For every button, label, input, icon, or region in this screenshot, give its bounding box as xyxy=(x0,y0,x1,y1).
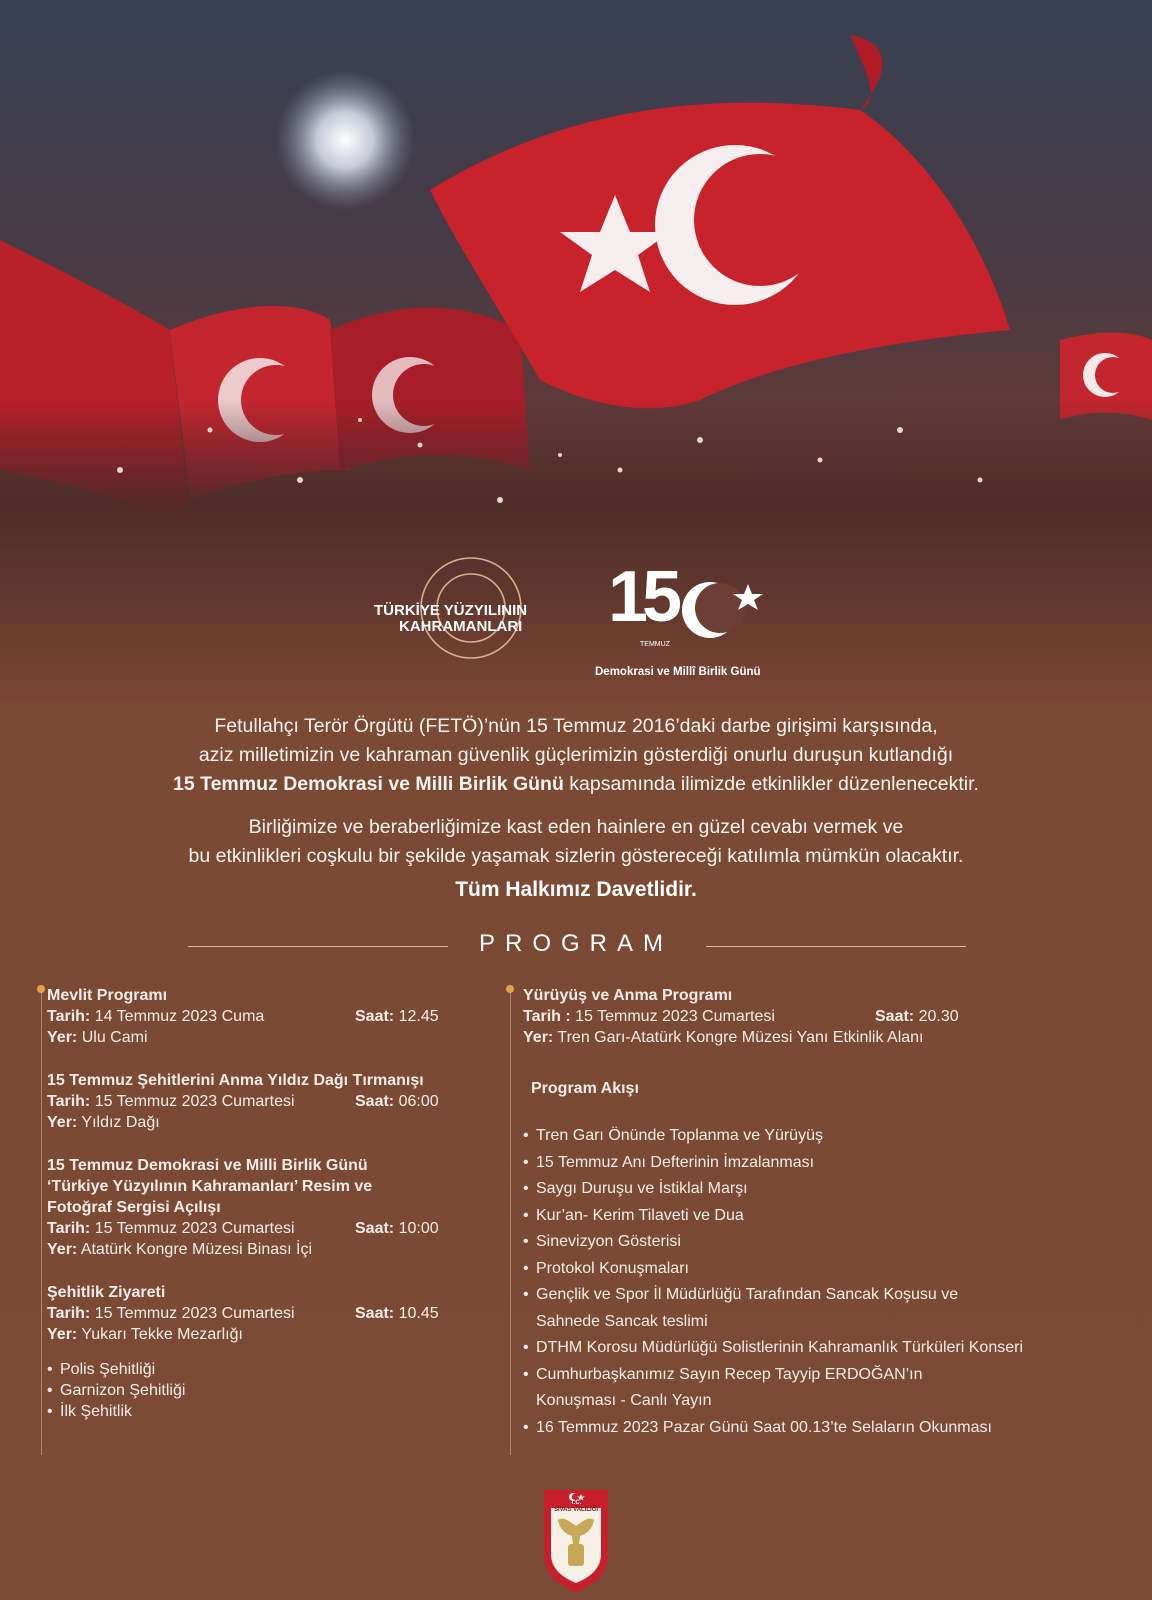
event-date: 15 Temmuz 2023 Cumartesi xyxy=(94,1305,295,1322)
intro-bold-title: 15 Temmuz Demokrasi ve Milli Birlik Günü xyxy=(173,773,564,795)
left-column-dot xyxy=(37,985,45,993)
event-title: Yürüyüş ve Anma Programı xyxy=(523,987,733,1004)
flow-title: Program Akışı xyxy=(531,1080,639,1097)
flow-item: • Saygı Duruşu ve İstiklal Marşı xyxy=(523,1176,1123,1203)
program-title: PROGRAM xyxy=(478,930,673,957)
event-date-row xyxy=(47,1006,487,1027)
place-label: Yer: xyxy=(47,1326,78,1343)
event-place-row xyxy=(47,1239,487,1260)
event-date: 15 Temmuz 2023 Cumartesi xyxy=(94,1220,295,1237)
place-label: Yer: xyxy=(523,1029,554,1046)
divider-right xyxy=(706,946,966,947)
event-block xyxy=(47,1282,487,1345)
time-label: Saat: xyxy=(355,1093,395,1110)
flow-item: • Cumhurbaşkanımız Sayın Recep Tayyip ERDOĞAN’ın xyxy=(523,1362,1123,1389)
left-logo-line1: TÜRKİYE YÜZYILININ xyxy=(374,602,528,619)
date-label: Tarih: xyxy=(47,1305,91,1322)
flow-item: • 16 Temmuz 2023 Pazar Günü Saat 00.13’te Selaların Okunması xyxy=(523,1415,1123,1442)
date-label: Tarih: xyxy=(47,1220,91,1237)
date-label: Tarih: xyxy=(47,1008,91,1025)
15-temmuz-number: 15 xyxy=(608,557,677,637)
event-time: 12.45 xyxy=(398,1008,439,1025)
event-place-row xyxy=(47,1324,487,1345)
cemetery-item: • Polis Şehitliği xyxy=(47,1359,487,1380)
flow-item: • Sinevizyon Gösterisi xyxy=(523,1229,1123,1256)
intro-p2-line2: bu etkinlikleri coşkulu bir şekilde yaşamak sizlerin göstereceği katılımla mümkün olacaktır. xyxy=(188,845,964,867)
time-label: Saat: xyxy=(875,1008,915,1025)
intro-text xyxy=(40,712,1112,871)
left-logo-line2: KAHRAMANLARI xyxy=(399,618,523,635)
event-block xyxy=(523,985,1123,1048)
event-place-row xyxy=(47,1027,487,1048)
time-label: Saat: xyxy=(355,1008,395,1025)
time-label: Saat: xyxy=(355,1220,395,1237)
hero-flags-image xyxy=(0,0,1152,700)
date-label: Tarih: xyxy=(47,1093,91,1110)
event-place: Yukarı Tekke Mezarlığı xyxy=(81,1326,243,1343)
event-place: Ulu Cami xyxy=(81,1029,148,1046)
right-column xyxy=(523,985,1123,1441)
moon-light xyxy=(275,70,415,210)
event-place: Tren Garı-Atatürk Kongre Müzesi Yanı Etkinlik Alanı xyxy=(557,1029,924,1046)
event-date: 14 Temmuz 2023 Cuma xyxy=(94,1008,265,1025)
event-place-row xyxy=(523,1027,1123,1048)
seal-line1: T.C. xyxy=(570,1500,582,1506)
event-title: 15 Temmuz Demokrasi ve Milli Birlik Günü xyxy=(47,1157,368,1174)
place-label: Yer: xyxy=(47,1241,78,1258)
event-block xyxy=(47,985,487,1048)
intro-p1-line3-rest: kapsamında ilimizde etkinlikler düzenlenecektir. xyxy=(563,773,979,795)
intro-p1-line2: aziz milletimizin ve kahraman güvenlik güçlerimizin gösterdiği onurlu duruşun kutlandığı xyxy=(198,744,954,766)
event-date-row xyxy=(47,1303,487,1324)
flow-item: Sahnede Sancak teslimi xyxy=(536,1312,708,1330)
15-temmuz-caption: Demokrasi ve Millî Birlik Günü xyxy=(595,666,761,678)
event-time: 10:00 xyxy=(398,1220,439,1237)
flow-item: • DTHM Korosu Müdürlüğü Solistlerinin Kahramanlık Türküleri Konseri xyxy=(523,1335,1123,1362)
event-date: 15 Temmuz 2023 Cumartesi xyxy=(94,1093,295,1110)
cemetery-list xyxy=(47,1359,487,1422)
intro-p2-line1: Birliğimize ve beraberliğimize kast eden hainlere en güzel cevabı vermek ve xyxy=(248,816,904,838)
place-label: Yer: xyxy=(47,1029,78,1046)
event-date-row xyxy=(47,1218,487,1239)
intro-p1-line3 xyxy=(40,770,1112,799)
event-title: Fotoğraf Sergisi Açılışı xyxy=(47,1199,221,1216)
event-place-row xyxy=(47,1112,487,1133)
right-column-line xyxy=(510,985,511,1455)
event-title: 15 Temmuz Şehitlerini Anma Yıldız Dağı Tırmanışı xyxy=(47,1072,424,1089)
crowd-shadow xyxy=(0,400,1152,700)
15-temmuz-small: TEMMUZ xyxy=(640,641,670,648)
event-place: Atatürk Kongre Müzesi Binası İçi xyxy=(80,1241,313,1258)
event-time: 20.30 xyxy=(918,1008,959,1025)
event-title: Mevlit Programı xyxy=(47,987,168,1004)
flow-item: • 15 Temmuz Anı Defterinin İmzalanması xyxy=(523,1150,1123,1177)
event-block xyxy=(47,1155,487,1260)
event-place: Yıldız Dağı xyxy=(81,1114,160,1131)
time-label: Saat: xyxy=(355,1305,395,1322)
right-column-dot xyxy=(506,985,514,993)
event-date-row xyxy=(523,1006,1123,1027)
event-date-row xyxy=(47,1091,487,1112)
left-column-line xyxy=(41,985,42,1455)
event-time: 10.45 xyxy=(398,1305,439,1322)
seal-line2: SİVAS VALİLİĞİ xyxy=(553,1507,599,1513)
date-label: Tarih : xyxy=(523,1008,571,1025)
cemetery-item: • İlk Şehitlik xyxy=(47,1401,487,1422)
crescent-star-icon xyxy=(680,578,770,658)
event-date: 15 Temmuz 2023 Cumartesi xyxy=(575,1008,775,1025)
left-column xyxy=(47,985,487,1422)
event-title: Şehitlik Ziyareti xyxy=(47,1284,166,1301)
flow-item: • Kur’an- Kerim Tilaveti ve Dua xyxy=(523,1203,1123,1230)
invite-heading: Tüm Halkımız Davetlidir. xyxy=(455,878,697,901)
flow-item: • Gençlik ve Spor İl Müdürlüğü Tarafından Sancak Koşusu ve xyxy=(523,1282,1123,1309)
event-block xyxy=(47,1070,487,1133)
event-time: 06:00 xyxy=(398,1093,439,1110)
place-label: Yer: xyxy=(47,1114,78,1131)
flow-item: Konuşması - Canlı Yayın xyxy=(536,1392,712,1409)
flow-item: • Tren Garı Önünde Toplanma ve Yürüyüş xyxy=(523,1123,1123,1150)
cemetery-item: • Garnizon Şehitliği xyxy=(47,1380,487,1401)
flow-item: • Protokol Konuşmaları xyxy=(523,1256,1123,1283)
intro-p1-line1: Fetullahçı Terör Örgütü (FETÖ)’nün 15 Temmuz 2016’daki darbe girişimi karşısında, xyxy=(214,715,938,737)
event-title: ‘Türkiye Yüzyılının Kahramanları’ Resim ve xyxy=(47,1178,373,1195)
flow-list xyxy=(523,1123,1123,1441)
